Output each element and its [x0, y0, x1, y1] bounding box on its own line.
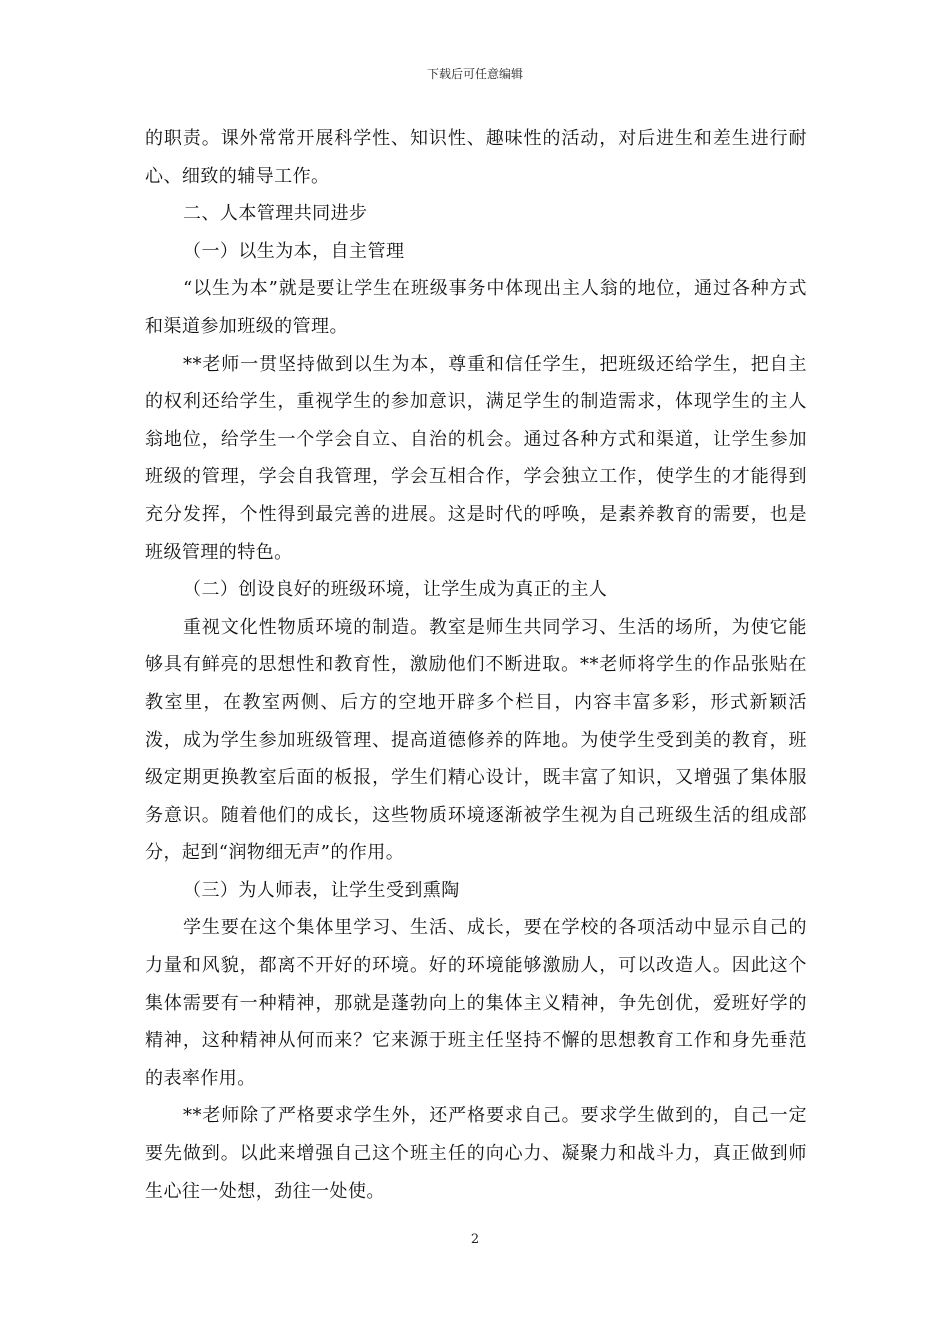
paragraph: 学生要在这个集体里学习、生活、成长，要在学校的各项活动中显示自己的力量和风貌，都离不开好的环境。好的环境能够激励人，可以改造人。因此这个集体需要有一种精神，那就是蓬勃向上的集体主义精神，争先创优，爱班好学的精神，这种精神从何而来？它来源于班主任坚持不懈的思想教育工作和身先垂范的表率作用。	[145, 917, 807, 1089]
subsection-heading-1: （一）以生为本，自主管理	[183, 240, 405, 262]
page-header: 下载后可任意编辑	[426, 67, 523, 81]
paragraph: 重视文化性物质环境的制造。教室是师生共同学习、生活的场所，为使它能够具有鲜亮的思想性和教育性，激励他们不断进取。**老师将学生的作品张贴在教室里，在教室两侧、后方的空地开辟多个栏目，内容丰富多彩，形式新颖活泼，成为学生参加班级管理、提高道德修养的阵地。为使学生受到美的教育，班级定期更换教室后面的板报，学生们精心设计，既丰富了知识，又增强了集体服务意识。随着他们的成长，这些物质环境逐渐被学生视为自己班级生活的组成部分，起到“润物细无声”的作用。	[145, 616, 807, 864]
subsection-heading-3: （三）为人师表，让学生受到熏陶	[183, 879, 460, 901]
paragraph: **老师一贯坚持做到以生为本，尊重和信任学生，把班级还给学生，把自主的权利还给学生，重视学生的参加意识，满足学生的制造需求，体现学生的主人翁地位，给学生一个学会自立、自治的机会。通过各种方式和渠道，让学生参加班级的管理，学会自我管理，学会互相合作，学会独立工作，使学生的才能得到充分发挥，个性得到最完善的进展。这是时代的呼唤，是素养教育的需要，也是班级管理的特色。	[145, 353, 807, 563]
paragraph-continuation: 的职责。课外常常开展科学性、知识性、趣味性的活动，对后进生和差生进行耐心、细致的辅导工作。	[145, 128, 807, 187]
subsection-heading-2: （二）创设良好的班级环境，让学生成为真正的主人	[183, 579, 608, 601]
paragraph: **老师除了严格要求学生外，还严格要求自己。要求学生做到的，自己一定要先做到。以此来增强自己这个班主任的向心力、凝聚力和战斗力，真正做到师生心往一处想，劲往一处使。	[145, 1105, 807, 1202]
document-body	[145, 120, 807, 1210]
page-number: 2	[470, 1232, 480, 1247]
section-heading-2: 二、人本管理共同进步	[183, 203, 368, 225]
paragraph: “以生为本”就是要让学生在班级事务中体现出主人翁的地位，通过各种方式和渠道参加班级的管理。	[145, 278, 807, 337]
